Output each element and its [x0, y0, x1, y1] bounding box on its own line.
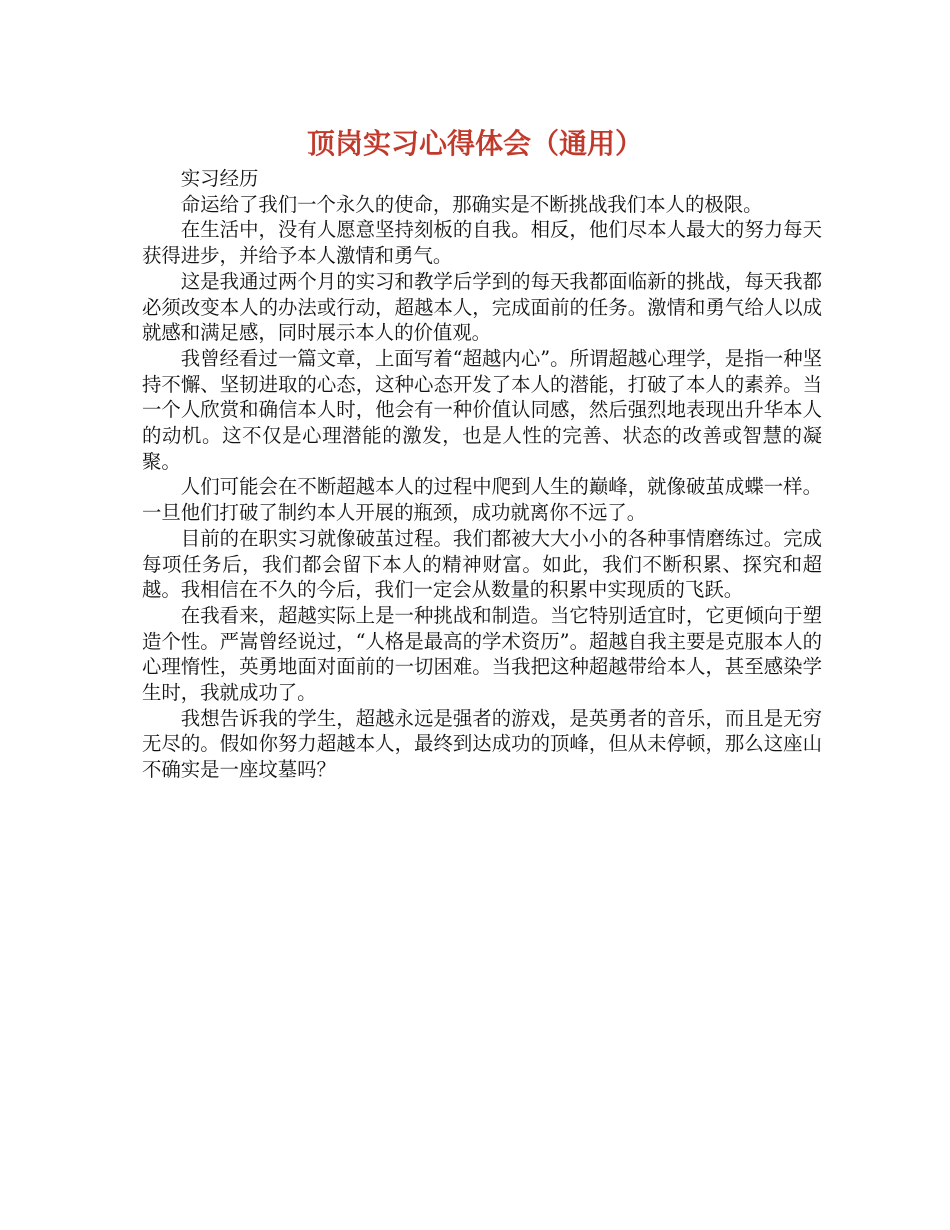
paragraph: 目前的在职实习就像破茧过程。我们都被大大小小的各种事情磨练过。完成每项任务后，我们都会留下本人的精神财富。如此，我们不断积累、探究和超越。我相信在不久的今后，我们一定会从数量的积累中实现质的飞跃。 [142, 526, 822, 602]
paragraph: 命运给了我们一个永久的使命，那确实是不断挑战我们本人的极限。 [180, 192, 763, 216]
paragraph: 人们可能会在不断超越本人的过程中爬到人生的巅峰，就像破茧成蝶一样。一旦他们打破了制约本人开展的瓶颈，成功就离你不远了。 [142, 475, 822, 525]
paragraph: 我想告诉我的学生，超越永远是强者的游戏，是英勇者的音乐，而且是无穷无尽的。假如你努力超越本人，最终到达成功的顶峰，但从未停顿，那么这座山不确实是一座坟墓吗？ [142, 706, 822, 782]
section-heading: 实习经历 [180, 167, 259, 190]
paragraph: 在我看来，超越实际上是一种挑战和制造。当它特别适宜时，它更倾向于塑造个性。严嵩曾经说过，“人格是最高的学术资历”。超越自我主要是克服本人的心理惰性，英勇地面对面前的一切困难。当我把这种超越带给本人，甚至感染学生时，我就成功了。 [142, 603, 822, 705]
paragraph: 这是我通过两个月的实习和教学后学到的每天我都面临新的挑战，每天我都必须改变本人的办法或行动，超越本人，完成面前的任务。激情和勇气给人以成就感和满足感，同时展示本人的价值观。 [142, 269, 822, 345]
paragraph: 在生活中，没有人愿意坚持刻板的自我。相反，他们尽本人最大的努力每天获得进步，并给予本人激情和勇气。 [142, 218, 822, 268]
paragraph: 我曾经看过一篇文章，上面写着“超越内心”。所谓超越心理学，是指一种坚持不懈、坚韧进取的心态，这种心态开发了本人的潜能，打破了本人的素养。当一个人欣赏和确信本人时，他会有一种价值认同感，然后强烈地表现出升华本人的动机。这不仅是心理潜能的激发，也是人性的完善、状态的改善或智慧的凝聚。 [142, 346, 822, 473]
document-title: 顶岗实习心得体会（通用） [306, 127, 643, 160]
document-body [142, 166, 822, 783]
